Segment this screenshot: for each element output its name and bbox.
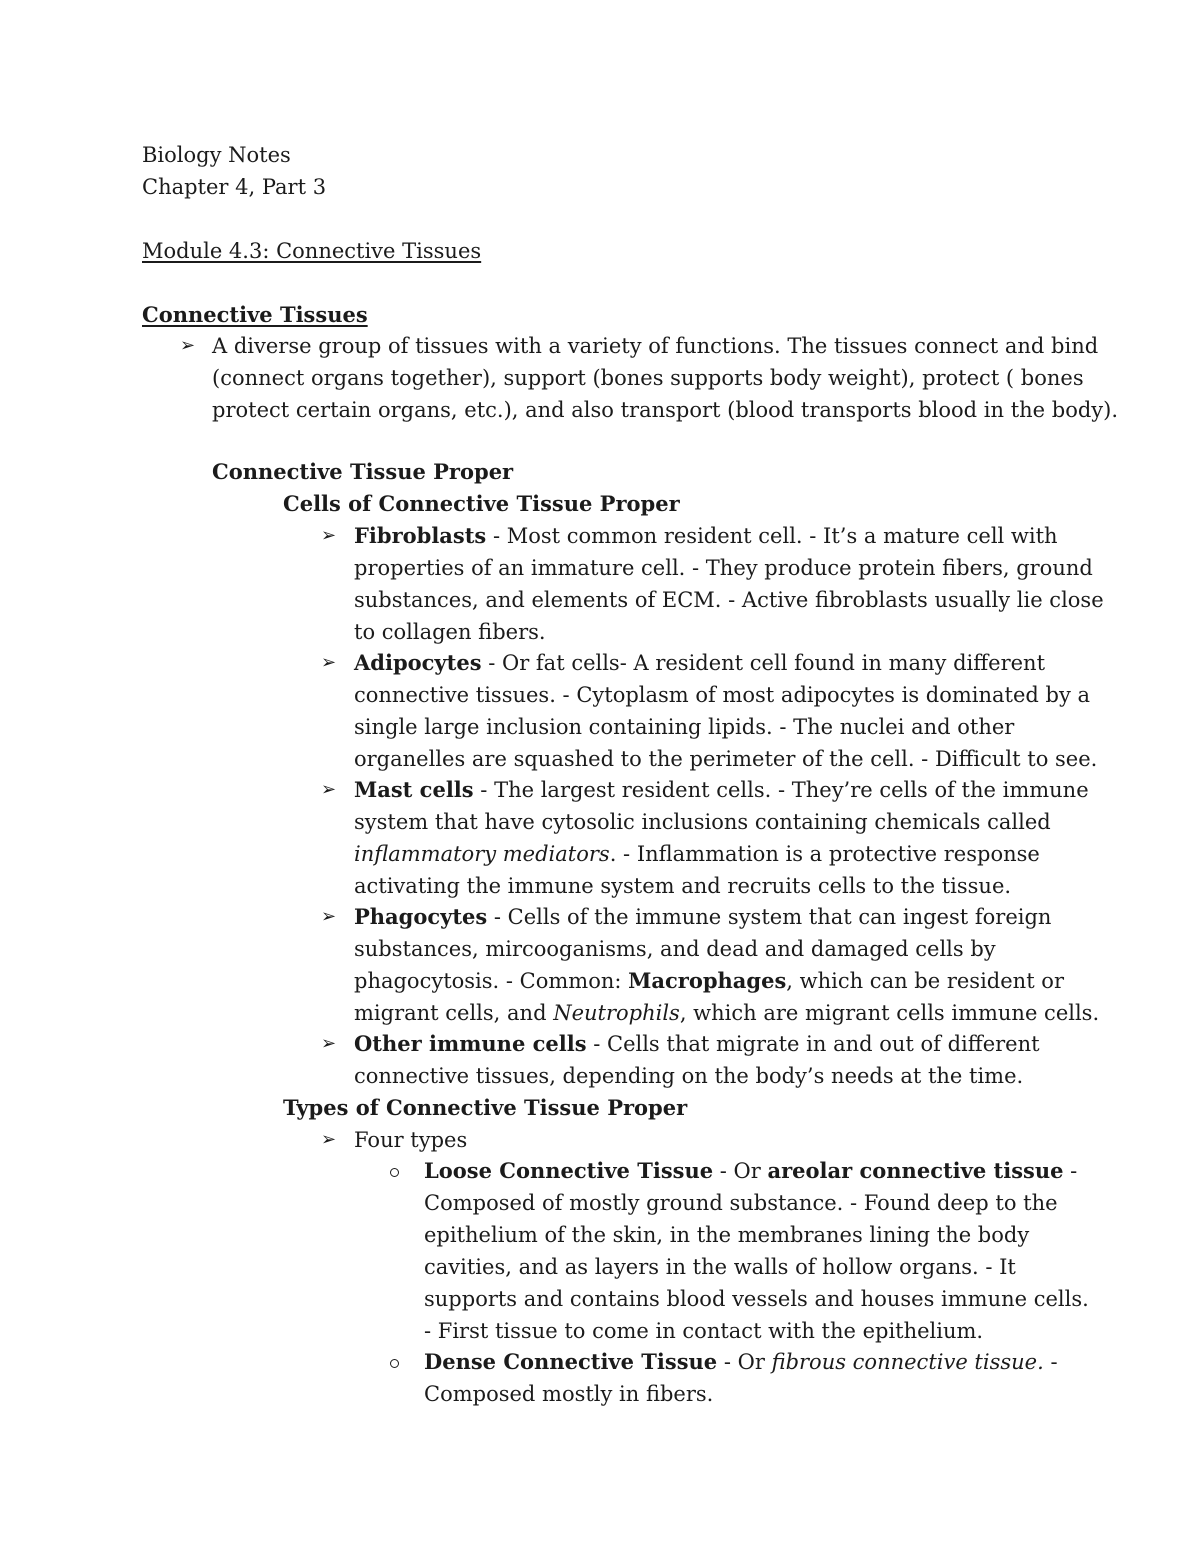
- adipocytes-line: organelles are squashed to the perimeter of the cell. - Difficult to see.: [354, 747, 1098, 771]
- phagocytes-text: - Cells of the immune system that can ingest foreign: [487, 905, 1052, 929]
- other-immune-term: Other immune cells: [354, 1031, 587, 1056]
- dense-item: [424, 1347, 1058, 1377]
- loose-mid: - Or: [713, 1159, 768, 1183]
- adipocytes-term: Adipocytes: [354, 650, 482, 675]
- adipocytes-item: [354, 648, 1045, 678]
- arrow-bullet-icon: ➢: [321, 906, 337, 927]
- loose-term: Loose Connective Tissue: [424, 1158, 714, 1183]
- fibroblasts-text: - Most common resident cell. - It’s a mature cell with: [486, 524, 1058, 548]
- adipocytes-line: connective tissues. - Cytoplasm of most adipocytes is dominated by a: [354, 683, 1091, 707]
- phagocytes-line4-pre: migrant cells, and: [354, 1001, 554, 1025]
- arrow-bullet-icon: ➢: [321, 1129, 337, 1150]
- arrow-bullet-icon: ➢: [321, 652, 337, 673]
- loose-line: epithelium of the skin, in the membranes lining the body: [424, 1223, 1030, 1247]
- mast-line: activating the immune system and recruits cells to the tissue.: [354, 874, 1012, 898]
- arrow-bullet-icon: ➢: [321, 1033, 337, 1054]
- phagocytes-item: [354, 902, 1051, 932]
- other-immune-line: connective tissues, depending on the body’s needs at the time.: [354, 1064, 1024, 1088]
- fibroblasts-item: [354, 521, 1058, 551]
- intro-line: protect certain organs, etc.), and also transport (blood transports blood in the body).: [212, 398, 1119, 422]
- fibroblasts-line: to collagen fibers.: [354, 620, 546, 644]
- loose-line: cavities, and as layers in the walls of hollow organs. - It: [424, 1255, 1016, 1279]
- areolar-term: areolar connective tissue: [767, 1158, 1064, 1183]
- cells-heading: Cells of Connective Tissue Proper: [283, 491, 680, 516]
- mast-italic-term: inflammatory mediators: [354, 842, 610, 866]
- arrow-bullet-icon: ➢: [180, 335, 196, 356]
- loose-line: - First tissue to come in contact with the epithelium.: [424, 1319, 984, 1343]
- other-immune-text: - Cells that migrate in and out of different: [586, 1032, 1040, 1056]
- fibroblasts-line: substances, and elements of ECM. - Active fibroblasts usually lie close: [354, 588, 1104, 612]
- module-heading: Module 4.3: Connective Tissues: [142, 239, 482, 263]
- adipocytes-line: single large inclusion containing lipids. - The nuclei and other: [354, 715, 1015, 739]
- mast-line3-rest: . - Inflammation is a protective response: [609, 842, 1040, 866]
- arrow-bullet-icon: ➢: [321, 779, 337, 800]
- fibrous-term: fibrous connective tissue.: [771, 1350, 1044, 1374]
- neutrophils-term: Neutrophils: [553, 1001, 680, 1025]
- phagocytes-term: Phagocytes: [354, 904, 488, 929]
- section-heading: Connective Tissues: [142, 302, 368, 327]
- mast-line: [354, 839, 1040, 869]
- dense-term: Dense Connective Tissue: [424, 1349, 718, 1374]
- mast-term: Mast cells: [354, 777, 474, 802]
- hollow-circle-bullet-icon: [390, 1168, 399, 1177]
- adipocytes-text: - Or fat cells- A resident cell found in many different: [481, 651, 1046, 675]
- ctp-heading: Connective Tissue Proper: [212, 459, 514, 484]
- other-immune-item: [354, 1029, 1040, 1059]
- intro-line: A diverse group of tissues with a variety of functions. The tissues connect and bind: [212, 334, 1099, 358]
- fibroblasts-line: properties of an immature cell. - They produce protein fibers, ground: [354, 556, 1093, 580]
- arrow-bullet-icon: ➢: [321, 525, 337, 546]
- loose-item: [424, 1156, 1077, 1186]
- dense-end: -: [1043, 1350, 1058, 1374]
- fibroblasts-term: Fibroblasts: [354, 523, 487, 548]
- mast-text: - The largest resident cells. - They’re cells of the immune: [473, 778, 1089, 802]
- loose-line: supports and contains blood vessels and houses immune cells.: [424, 1287, 1089, 1311]
- loose-line: Composed of mostly ground substance. - Found deep to the: [424, 1191, 1058, 1215]
- macrophages-term: Macrophages: [628, 968, 787, 993]
- dense-mid: - Or: [717, 1350, 772, 1374]
- phagocytes-line: substances, mircooganisms, and dead and damaged cells by: [354, 937, 996, 961]
- four-types: Four types: [354, 1128, 468, 1152]
- loose-end: -: [1063, 1159, 1078, 1183]
- phagocytes-line3-post: , which can be resident or: [786, 969, 1064, 993]
- phagocytes-line: [354, 998, 1099, 1028]
- dense-line: Composed mostly in fibers.: [424, 1382, 714, 1406]
- types-heading: Types of Connective Tissue Proper: [283, 1095, 688, 1120]
- phagocytes-line4-post: , which are migrant cells immune cells.: [679, 1001, 1100, 1025]
- hollow-circle-bullet-icon: [390, 1359, 399, 1368]
- doc-title: Biology Notes: [142, 143, 291, 167]
- phagocytes-line3-pre: phagocytosis. - Common:: [354, 969, 629, 993]
- mast-line: system that have cytosolic inclusions containing chemicals called: [354, 810, 1051, 834]
- mast-item: [354, 775, 1089, 805]
- phagocytes-line: [354, 966, 1064, 996]
- intro-line: (connect organs together), support (bones supports body weight), protect ( bones: [212, 366, 1084, 390]
- doc-subtitle: Chapter 4, Part 3: [142, 175, 327, 199]
